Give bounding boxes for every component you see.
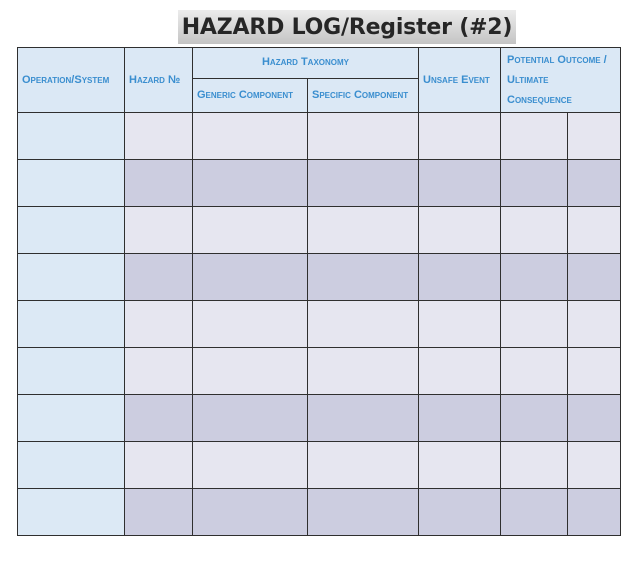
header-specific-component: Specific Component — [308, 78, 419, 112]
header-potential-outcome: Potential Outcome / Ultimate Consequence — [501, 48, 621, 113]
generic-component-cell[interactable] — [193, 113, 308, 160]
hazard-no-cell[interactable] — [125, 395, 193, 442]
operation-system-cell[interactable] — [18, 254, 125, 301]
potential-outcome-cell[interactable] — [501, 113, 568, 160]
ultimate-consequence-cell[interactable] — [568, 160, 621, 207]
generic-component-cell[interactable] — [193, 348, 308, 395]
generic-component-cell[interactable] — [193, 207, 308, 254]
specific-component-cell[interactable] — [308, 395, 419, 442]
generic-component-cell[interactable] — [193, 442, 308, 489]
unsafe-event-cell[interactable] — [419, 442, 501, 489]
potential-outcome-cell[interactable] — [501, 348, 568, 395]
potential-outcome-cell[interactable] — [501, 395, 568, 442]
potential-outcome-cell[interactable] — [501, 301, 568, 348]
specific-component-cell[interactable] — [308, 442, 419, 489]
page-title: HAZARD LOG/Register (#2) — [181, 14, 513, 40]
table-row — [18, 254, 621, 301]
potential-outcome-cell[interactable] — [501, 442, 568, 489]
unsafe-event-cell[interactable] — [419, 395, 501, 442]
generic-component-cell[interactable] — [193, 301, 308, 348]
potential-outcome-cell[interactable] — [501, 160, 568, 207]
header-hazard-taxonomy: Hazard Taxonomy — [193, 48, 419, 79]
unsafe-event-cell[interactable] — [419, 489, 501, 536]
hazard-no-cell[interactable] — [125, 301, 193, 348]
potential-outcome-cell[interactable] — [501, 489, 568, 536]
potential-outcome-cell[interactable] — [501, 207, 568, 254]
potential-outcome-cell[interactable] — [501, 254, 568, 301]
header-hazard-no: Hazard № — [125, 48, 193, 113]
table-row — [18, 301, 621, 348]
ultimate-consequence-cell[interactable] — [568, 348, 621, 395]
ultimate-consequence-cell[interactable] — [568, 254, 621, 301]
table-row — [18, 348, 621, 395]
specific-component-cell[interactable] — [308, 113, 419, 160]
table-row — [18, 113, 621, 160]
operation-system-cell[interactable] — [18, 207, 125, 254]
ultimate-consequence-cell[interactable] — [568, 113, 621, 160]
unsafe-event-cell[interactable] — [419, 254, 501, 301]
operation-system-cell[interactable] — [18, 489, 125, 536]
operation-system-cell[interactable] — [18, 160, 125, 207]
specific-component-cell[interactable] — [308, 348, 419, 395]
table-row — [18, 489, 621, 536]
specific-component-cell[interactable] — [308, 254, 419, 301]
ultimate-consequence-cell[interactable] — [568, 207, 621, 254]
hazard-no-cell[interactable] — [125, 160, 193, 207]
operation-system-cell[interactable] — [18, 395, 125, 442]
hazard-no-cell[interactable] — [125, 489, 193, 536]
hazard-no-cell[interactable] — [125, 113, 193, 160]
ultimate-consequence-cell[interactable] — [568, 395, 621, 442]
unsafe-event-cell[interactable] — [419, 160, 501, 207]
operation-system-cell[interactable] — [18, 442, 125, 489]
header-generic-component: Generic Component — [193, 78, 308, 112]
operation-system-cell[interactable] — [18, 113, 125, 160]
ultimate-consequence-cell[interactable] — [568, 489, 621, 536]
title-banner — [178, 10, 516, 44]
generic-component-cell[interactable] — [193, 254, 308, 301]
hazard-no-cell[interactable] — [125, 348, 193, 395]
hazard-no-cell[interactable] — [125, 254, 193, 301]
generic-component-cell[interactable] — [193, 160, 308, 207]
operation-system-cell[interactable] — [18, 348, 125, 395]
unsafe-event-cell[interactable] — [419, 348, 501, 395]
unsafe-event-cell[interactable] — [419, 113, 501, 160]
specific-component-cell[interactable] — [308, 301, 419, 348]
table-row — [18, 442, 621, 489]
table-row — [18, 395, 621, 442]
unsafe-event-cell[interactable] — [419, 301, 501, 348]
table-row — [18, 160, 621, 207]
specific-component-cell[interactable] — [308, 489, 419, 536]
unsafe-event-cell[interactable] — [419, 207, 501, 254]
operation-system-cell[interactable] — [18, 301, 125, 348]
generic-component-cell[interactable] — [193, 395, 308, 442]
generic-component-cell[interactable] — [193, 489, 308, 536]
header-operation-system: Operation/System — [18, 48, 125, 113]
header-unsafe-event: Unsafe Event — [419, 48, 501, 113]
table-row — [18, 207, 621, 254]
specific-component-cell[interactable] — [308, 160, 419, 207]
hazard-no-cell[interactable] — [125, 207, 193, 254]
hazard-register-table — [17, 47, 621, 536]
ultimate-consequence-cell[interactable] — [568, 301, 621, 348]
ultimate-consequence-cell[interactable] — [568, 442, 621, 489]
specific-component-cell[interactable] — [308, 207, 419, 254]
hazard-no-cell[interactable] — [125, 442, 193, 489]
